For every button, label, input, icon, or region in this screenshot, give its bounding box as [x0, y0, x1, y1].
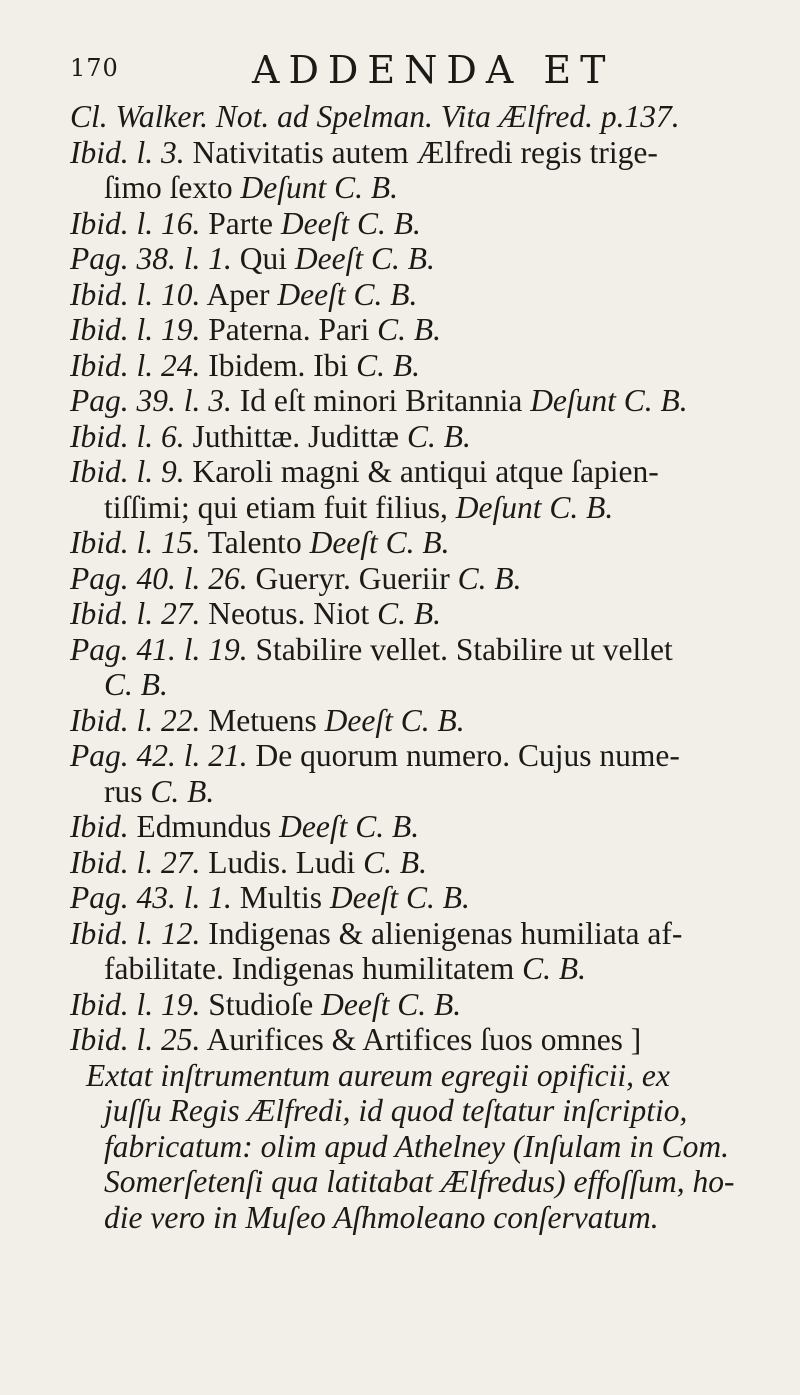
entry-citation: Pag. 42. l. 21. [70, 738, 248, 773]
entry-citation: Ibid. l. 27. [70, 596, 201, 631]
entry-citation: Pag. 41. l. 19. [70, 631, 248, 667]
entry-siglum: Deeſt C. B. [321, 986, 462, 1022]
entry-citation: Ibid. l. 9. [70, 454, 185, 489]
entry-text: tiſſimi; qui etiam fuit filius, [104, 489, 456, 525]
entry-continuation-line [70, 951, 770, 987]
entry-citation: Ibid. l. 19. [70, 986, 201, 1022]
entry-line [70, 916, 770, 952]
entry-line [70, 987, 770, 1023]
entry-text: De quorum numero. Cujus nume- [247, 738, 680, 773]
addenda-entries [70, 99, 770, 1235]
entry-text: rus [104, 773, 151, 809]
entry-citation: Pag. 40. l. 26. [70, 560, 248, 596]
entry-siglum: C. B. [377, 312, 441, 347]
entry-siglum: C. B. [457, 560, 522, 596]
entry-text: Studioſe [200, 986, 322, 1022]
entry-continuation-line [70, 774, 770, 810]
entry-text: Talento [200, 525, 310, 560]
entry-siglum: Deeſt C. B. [277, 276, 418, 312]
entry-siglum: C. B. [377, 596, 442, 631]
entry-citation: Pag. 39. l. 3. [70, 383, 232, 418]
entry-line [70, 99, 770, 135]
entry-text: Stabilire vellet. Stabilire ut vellet [247, 631, 673, 667]
entry-citation: Ibid. [70, 809, 129, 844]
entry-text: Gueryr. Gueriir [247, 560, 458, 596]
page-number: 170 [70, 54, 119, 82]
entry-siglum: C. B. [406, 418, 471, 454]
entry-siglum: Deſunt C. B. [530, 383, 688, 418]
entry-citation: Ibid. l. 25. [70, 1022, 201, 1057]
entry-siglum: Deeſt C. B. [309, 525, 450, 560]
entry-siglum: Deſunt C. B. [240, 170, 398, 205]
entry-line [70, 703, 770, 739]
entry-line [70, 845, 770, 881]
page-header [70, 50, 750, 90]
entry-siglum: Deeſt C. B. [329, 880, 470, 915]
entry-text: Neotus. Niot [200, 596, 378, 631]
entry-line [70, 454, 770, 490]
entry-siglum: Deeſt C. B. [324, 702, 465, 738]
note-line: Extat inſtrumentum aureum egregii opificii, ex [86, 1057, 670, 1093]
note-line: Somerſetenſi qua latitabat Ælfredus) effoſſum, ho- [104, 1164, 735, 1199]
entry-line [70, 561, 770, 597]
entry-siglum: C. B. [150, 773, 215, 809]
entry-line [70, 525, 770, 561]
entry-text: Indigenas & alienigenas humiliata af- [200, 915, 683, 951]
entry-line [70, 596, 770, 632]
entry-text: Aper [200, 276, 278, 312]
entry-text: fabilitate. Indigenas humilitatem [104, 951, 523, 986]
entry-citation: Ibid. l. 24. [70, 347, 201, 383]
entry-text: ſimo ſexto [104, 170, 241, 205]
entry-citation: Ibid. l. 19. [70, 312, 201, 347]
entry-citation: Ibid. l. 27. [70, 844, 201, 880]
note-line: die vero in Muſeo Aſhmoleano conſervatum. [104, 1199, 659, 1235]
entry-line [70, 241, 770, 277]
entry-continuation-line [70, 667, 770, 703]
entry-text: Id eſt minori Britannia [231, 383, 531, 418]
entry-citation: Ibid. l. 3. [70, 134, 185, 170]
entry-continuation-line [70, 490, 770, 526]
entry-siglum: C. B. [363, 844, 428, 880]
entry-citation: Pag. 43. l. 1. [70, 880, 232, 915]
entry-line [70, 277, 770, 313]
entry-text: Qui [231, 241, 295, 276]
entry-continuation-line [70, 170, 770, 206]
entry-citation: Ibid. l. 16. [70, 205, 201, 241]
entry-line [70, 419, 770, 455]
entry-line [70, 383, 770, 419]
entry-text: Parte [200, 205, 281, 241]
entry-citation: Ibid. l. 10. [70, 276, 201, 312]
entry-text: Aurifices & Artifices ſuos omnes ] [200, 1022, 642, 1057]
entry-siglum: Deeſt C. B. [280, 205, 421, 241]
entry-line [70, 312, 770, 348]
entry-line [70, 348, 770, 384]
entry-line [70, 880, 770, 916]
entry-citation: Cl. Walker. Not. ad Spelman. Vita Ælfred. p.137. [70, 99, 680, 134]
entry-citation: Ibid. l. 6. [70, 418, 185, 454]
entry-citation: Ibid. l. 12. [70, 915, 201, 951]
entry-siglum: Deeſt C. B. [294, 241, 435, 276]
running-title: ADDENDA ET [252, 48, 615, 92]
entry-siglum: C. B. [104, 667, 168, 702]
entry-siglum: C. B. [356, 347, 420, 383]
entry-citation: Pag. 38. l. 1. [70, 241, 232, 276]
entry-siglum: Deſunt C. B. [455, 489, 614, 525]
entry-text: Karoli magni & antiqui atque ſapien- [184, 454, 659, 489]
entry-line [70, 632, 770, 668]
entry-text: Juthittæ. Judittæ [184, 418, 407, 454]
entry-text: Ludis. Ludi [200, 844, 364, 880]
entry-text: Edmundus [128, 809, 280, 844]
note-line: fabricatum: olim apud Athelney (Inſulam in Com. [104, 1128, 729, 1164]
entry-siglum: C. B. [522, 951, 587, 986]
entry-text: Nativitatis autem Ælfredi regis trige- [184, 134, 658, 170]
entry-line [70, 206, 770, 242]
entry-line [70, 135, 770, 171]
entry-line [70, 738, 770, 774]
entry-siglum: Deeſt C. B. [279, 809, 420, 844]
entry-text: Paterna. Pari [200, 312, 378, 347]
entry-citation: Ibid. l. 15. [70, 525, 201, 560]
entry-line [70, 1022, 770, 1058]
entry-citation: Ibid. l. 22. [70, 702, 201, 738]
entry-text: Ibidem. Ibi [200, 347, 357, 383]
entry-text: Metuens [200, 702, 325, 738]
note-line: juſſu Regis Ælfredi, id quod teſtatur inſcriptio, [104, 1093, 688, 1128]
entry-line [70, 809, 770, 845]
entry-text: Multis [231, 880, 330, 915]
